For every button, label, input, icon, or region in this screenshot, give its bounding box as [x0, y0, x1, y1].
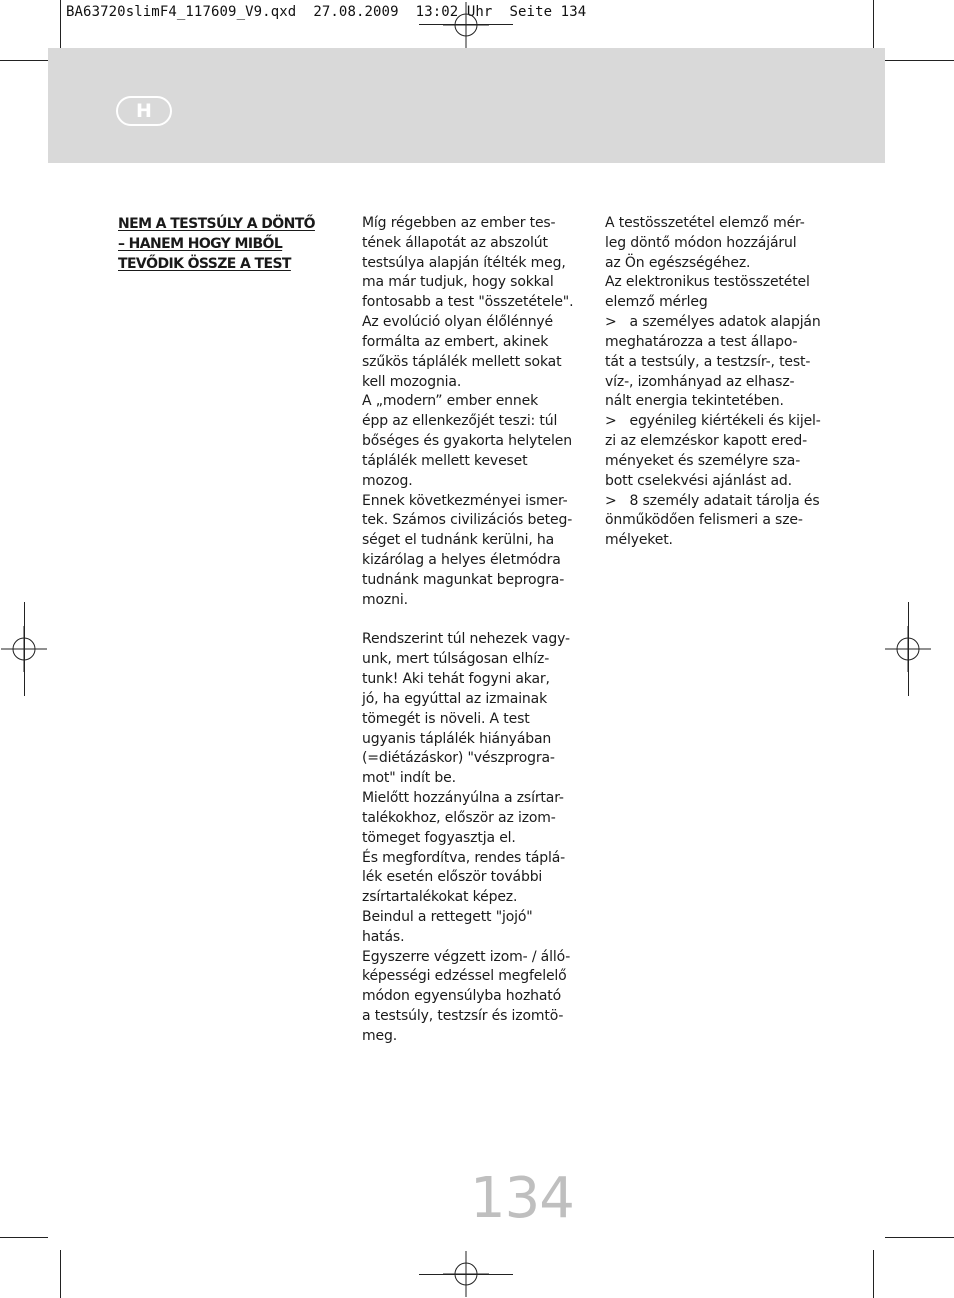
language-badge: H	[116, 96, 172, 126]
heading-line-2: – HANEM HOGY MIBŐL	[118, 236, 283, 252]
registration-line-right	[908, 602, 909, 696]
header-band	[48, 48, 885, 163]
crop-mark-bottom-right-vertical	[873, 1250, 874, 1298]
crop-mark-top-right-vertical	[873, 0, 874, 48]
crop-mark-top-left-vertical	[60, 0, 61, 48]
section-heading	[118, 214, 338, 274]
body-column-middle: Míg régebben az ember tes- tének állapotát az abszolút testsúlya alapján ítélték meg, ma már tudjuk, hogy sokkal fontosabb a test "összetétele". Az evolúció olyan élőlénnyé formálta az embert, akinek szűkös táplálék mellett sokat kell mozognia. A „modern” ember ennek épp az ellenkezőjét teszi: túl bőséges és gyakorta helytelen táplálék mellett keveset mozog. Ennek következményei ismer- tek. Számos civilizációs beteg- séget el tudnánk kerülni, ha kizárólag a helyes életmódra tudnánk magunkat beprogra- mozni. Rendszerint túl nehezek vagy- unk, mert túlságosan elhíz- tunk! Aki tehát fogyni akar, jó, ha egyúttal az izmainak tömegét is növeli. A test ugyanis táplálék hiányában (=diétázáskor) "vészprogra- mot" indít be. Mielőtt hozzányúlna a zsírtar- talékokhoz, először az izom- tömeget fogyasztja el. És megfordítva, rendes táplá- lék esetén először további zsírtartalékokat képez. Beindul a rettegett "jojó" hatás. Egyszerre végzett izom- / álló- képességi edzéssel megfelelő módon egyensúlyba hozható a testsúly, testzsír és izomtö- meg.	[362, 215, 574, 1044]
page-number: 134	[470, 1166, 574, 1231]
registration-line-left	[24, 602, 25, 696]
body-column-right: A testösszetétel elemző mér- leg döntő módon hozzájárul az Ön egészségéhez. Az elektronikus testösszetétel elemző mérleg > a személyes adatok alapján meghatározza a test állapo- tát a testsúly, a testzsír-, test- víz-, izomhányad az elhasz- nált energia tekintetében. > egyénileg kiértékeli és kijel- zi az elemzéskor kapott ered- ményeket és személyre sza- bott cselekvési ajánlást ad. > 8 személy adatait tárolja és önműködően felismeri a sze- mélyeket.	[605, 215, 821, 549]
registration-mark-top	[443, 2, 489, 48]
registration-line-bottom	[419, 1274, 513, 1275]
crop-mark-bottom-right-horizontal	[885, 1237, 954, 1238]
registration-line-top	[419, 24, 513, 25]
crop-mark-top-left-horizontal	[0, 60, 48, 61]
heading-line-1: NEM A TESTSÚLY A DÖNTŐ	[118, 216, 315, 232]
crop-mark-bottom-left-vertical	[60, 1250, 61, 1298]
print-slug-line: BA63720slimF4_117609_V9.qxd 27.08.2009 13:02 Uhr Seite 134	[66, 4, 587, 20]
crop-mark-bottom-left-horizontal	[0, 1237, 48, 1238]
crop-mark-top-right-horizontal	[885, 60, 954, 61]
heading-line-3: TEVŐDIK ÖSSZE A TEST	[118, 256, 291, 272]
